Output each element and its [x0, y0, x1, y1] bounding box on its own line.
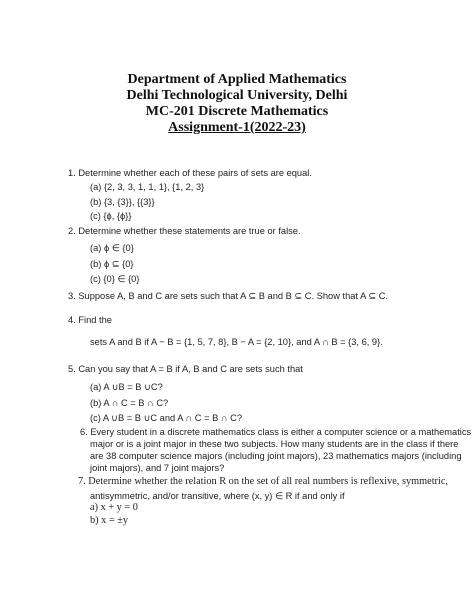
assignment-title	[0, 120, 474, 136]
q5-part-a: (a) A ∪B = B ∪C?	[90, 382, 163, 392]
q2-part-b: (b) ϕ ⊆ {0}	[90, 259, 134, 269]
q7-line-2: antisymmetric, and/or transitive, where (x, y) ∈ R if and only if	[90, 491, 345, 501]
q7-line-1: 7. Determine whether the relation R on the set of all real numbers is reflexive, symmetric,	[78, 476, 448, 487]
q2-stem: 2. Determine whether these statements are true or false.	[68, 226, 301, 236]
q3-stem: 3. Suppose A, B and C are sets such that A ⊆ B and B ⊆ C. Show that A ⊆ C.	[68, 291, 389, 301]
q1-part-c: (c) {ϕ, {ϕ}}	[90, 211, 132, 221]
q6-line-2: major or is a joint major in these two subjects. How many students are in the class if there	[90, 439, 459, 449]
q1-part-b: (b) {3, {3}}, {{3}}	[90, 197, 155, 207]
q4-stem: 4. Find the	[68, 315, 112, 325]
q7-part-a: a) x + y = 0	[90, 502, 138, 513]
q5-stem: 5. Can you say that A = B if A, B and C are sets such that	[68, 364, 303, 374]
q1-part-a: (a) {2, 3, 3, 1, 1, 1}, {1, 2, 3}	[90, 182, 205, 192]
q7-part-b: b) x = ±y	[90, 515, 129, 526]
assignment-title-text: Assignment-1(2022-23)	[168, 120, 306, 135]
q2-part-a: (a) ϕ ∈ {0}	[90, 243, 134, 253]
q6-line-3: are 38 computer science majors (including joint majors), 23 mathematics majors (including	[90, 451, 462, 461]
department-title: Department of Applied Mathematics	[127, 72, 347, 87]
q6-line-1: 6. Every student in a discrete mathematics class is either a computer science or a mathematics	[80, 427, 472, 437]
course-title: MC-201 Discrete Mathematics	[145, 104, 329, 119]
q5-part-c: (c) A ∪B = B ∪C and A ∩ C = B ∩ C?	[90, 413, 243, 423]
q4-detail: sets A and B if A − B = {1, 5, 7, 8}, B − A = {2, 10}, and A ∩ B = {3, 6, 9}.	[90, 337, 383, 347]
q2-part-c: (c) {0} ∈ {0}	[90, 274, 140, 284]
q1-stem: 1. Determine whether each of these pairs of sets are equal.	[68, 168, 312, 178]
university-title: Delhi Technological University, Delhi	[126, 88, 348, 103]
q5-part-b: (b) A ∩ C = B ∩ C?	[90, 398, 169, 408]
q6-line-4: joint majors), and 7 joint majors?	[90, 463, 225, 473]
